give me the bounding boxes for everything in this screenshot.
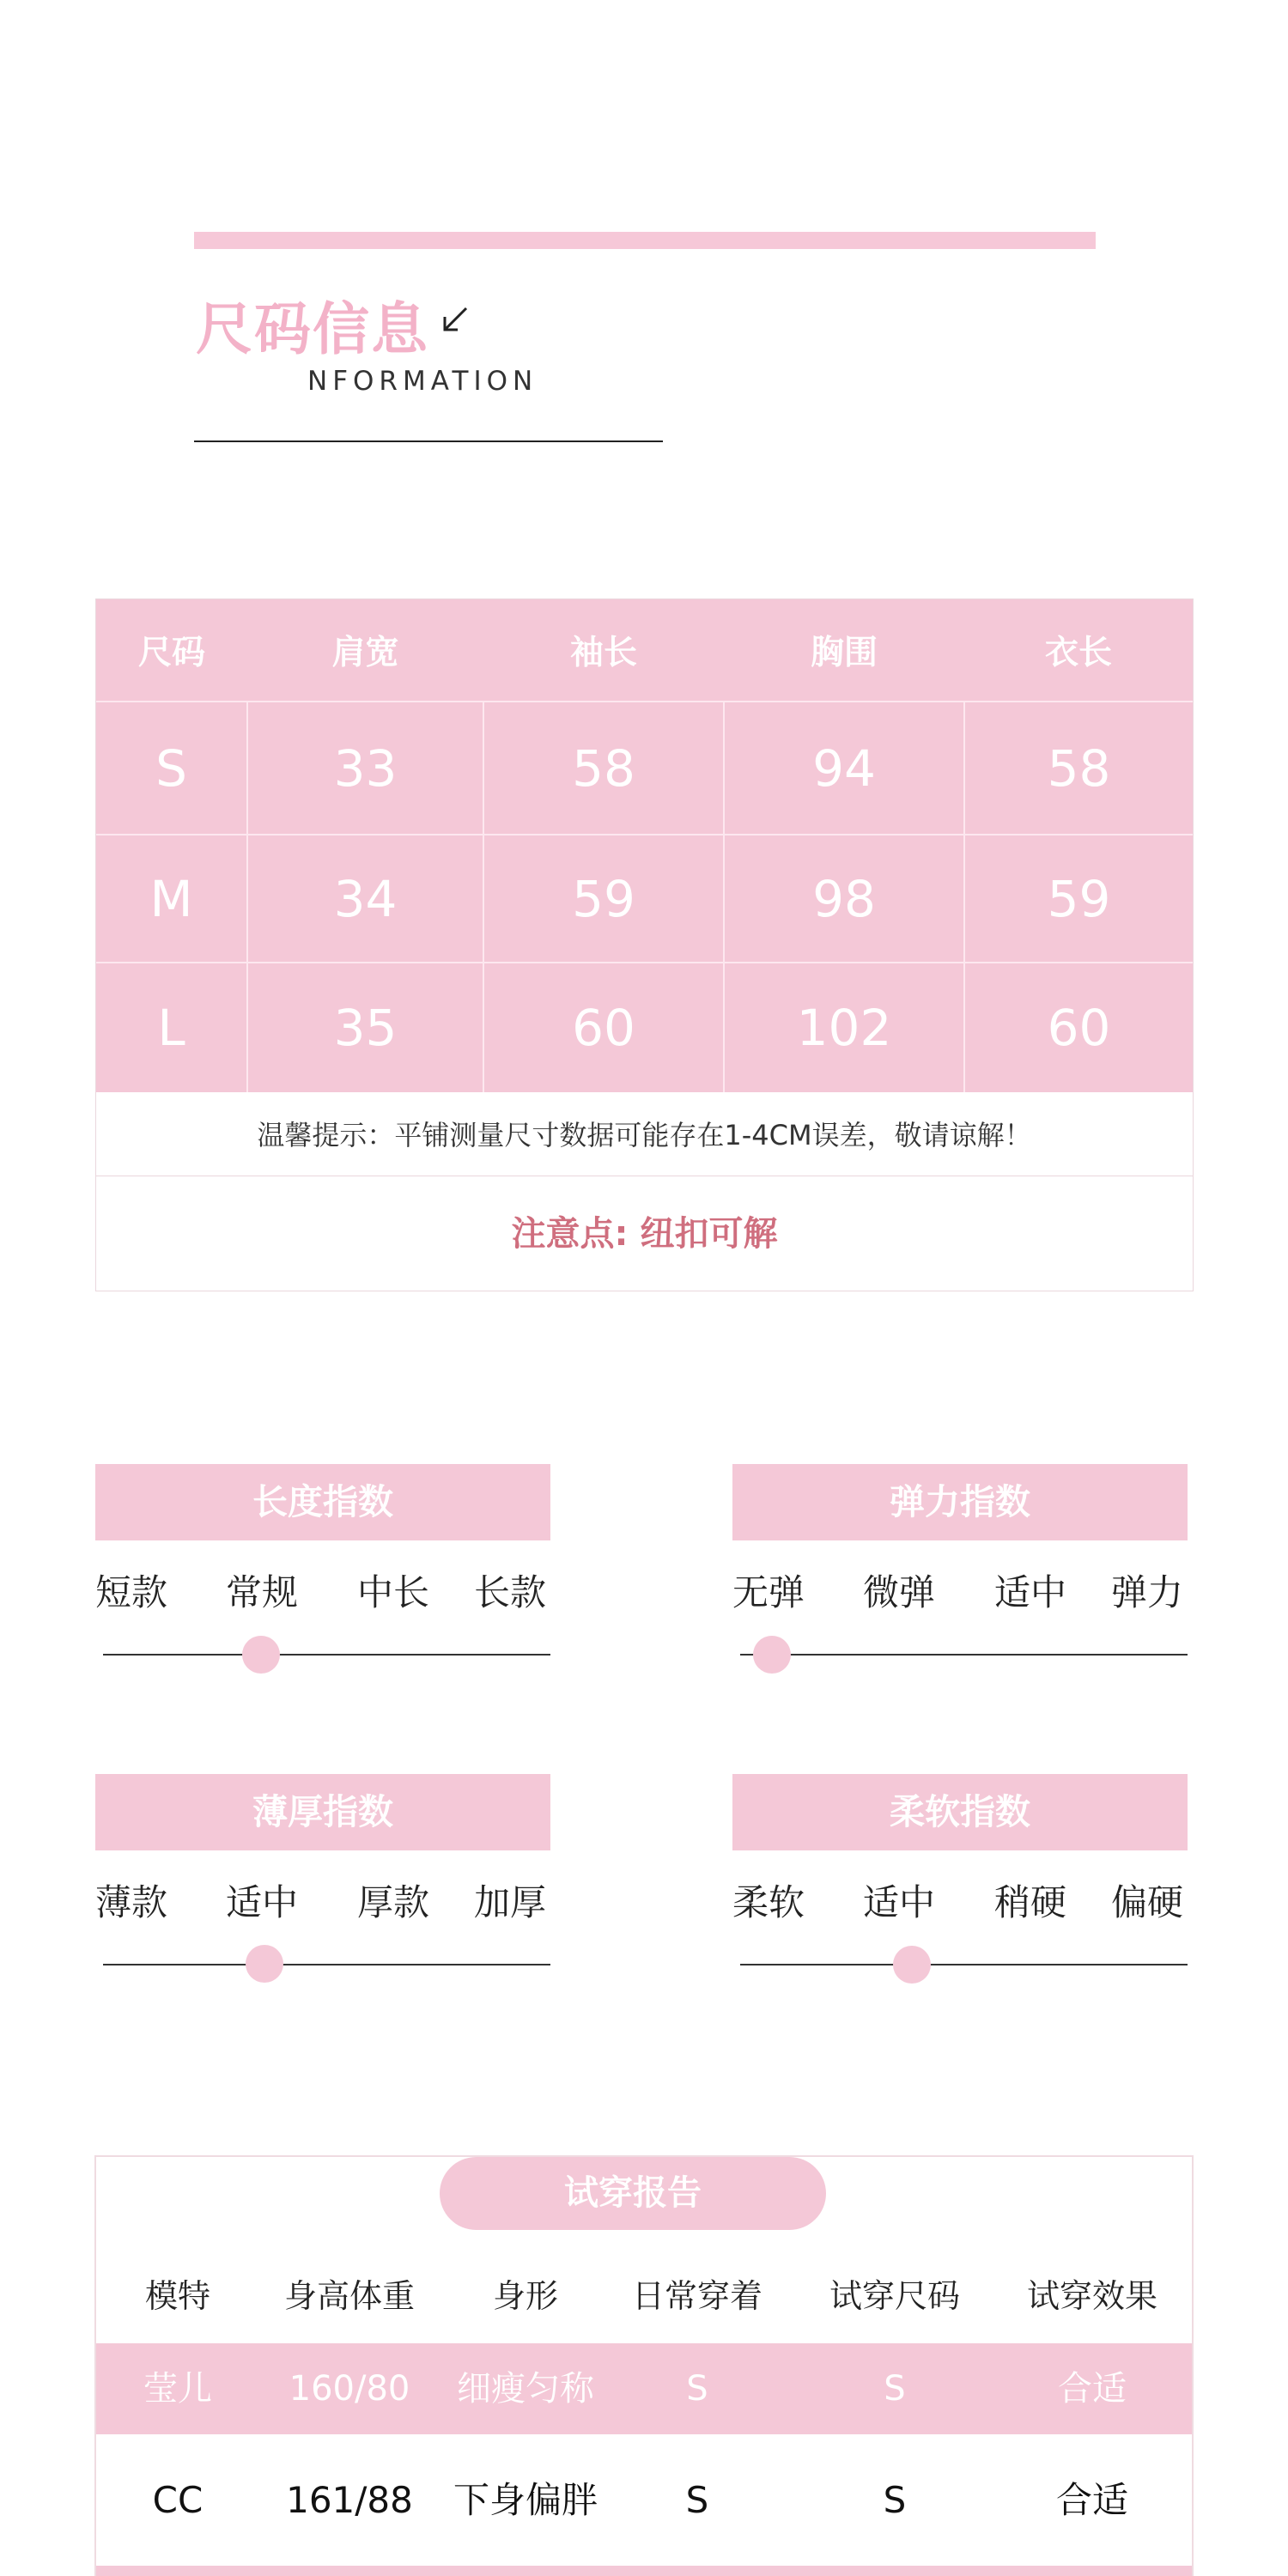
thickness-slider-track xyxy=(103,1964,550,1965)
thickness-option: 加厚 xyxy=(474,1881,547,1923)
length-option: 短款 xyxy=(95,1571,168,1613)
table-cell: 35 xyxy=(247,963,483,1092)
table-row xyxy=(96,963,1193,1092)
table-cell: 59 xyxy=(964,835,1193,963)
report-title: 试穿报告 xyxy=(440,2157,826,2230)
measurement-tip: 温馨提示：平铺测量尺寸数据可能存在1-4CM误差，敬请谅解！ xyxy=(96,1094,1193,1176)
table-cell: L xyxy=(96,963,247,1092)
length-option: 长款 xyxy=(474,1571,547,1613)
attention-note: 注意点: 纽扣可解 xyxy=(511,1214,778,1254)
try-on-report xyxy=(94,2155,1194,2576)
col-header-length: 衣长 xyxy=(964,599,1193,702)
thickness-option: 厚款 xyxy=(357,1881,430,1923)
report-col-try-size: 试穿尺码 xyxy=(829,2277,960,2315)
table-row xyxy=(96,2343,1192,2434)
table-cell: CC xyxy=(152,2479,204,2521)
table-cell: S xyxy=(883,2479,907,2521)
section-subtitle: NFORMATION xyxy=(307,366,538,397)
elasticity-index xyxy=(732,1464,1188,1613)
col-header-bust: 胸围 xyxy=(724,599,964,702)
table-cell: S xyxy=(884,2369,906,2409)
col-header-sleeve: 袖长 xyxy=(483,599,724,702)
softness-option: 偏硬 xyxy=(1111,1881,1184,1923)
softness-option: 适中 xyxy=(863,1881,936,1923)
size-table xyxy=(96,599,1193,1092)
softness-index xyxy=(732,1774,1188,1923)
table-cell: 60 xyxy=(483,963,724,1092)
table-cell: 94 xyxy=(724,702,964,835)
table-cell: 莹儿 xyxy=(143,2369,212,2409)
report-header-row xyxy=(96,2249,1192,2343)
table-cell: 161/88 xyxy=(286,2479,413,2521)
table-cell: 58 xyxy=(483,702,724,835)
table-cell: 细瘦匀称 xyxy=(457,2369,594,2409)
elasticity-slider-marker xyxy=(753,1636,791,1674)
table-cell: 34 xyxy=(247,835,483,963)
thickness-slider-marker xyxy=(246,1945,283,1983)
table-cell: 下身偏胖 xyxy=(453,2479,598,2521)
header-underline xyxy=(194,440,663,442)
thickness-index xyxy=(95,1774,550,1923)
length-option: 常规 xyxy=(226,1571,299,1613)
table-cell: S xyxy=(686,2369,708,2409)
elasticity-option: 无弹 xyxy=(732,1571,805,1613)
table-cell: 合适 xyxy=(1058,2369,1127,2409)
table-cell: 160/80 xyxy=(289,2369,410,2409)
header-top-bar xyxy=(194,232,1096,249)
elasticity-option: 适中 xyxy=(994,1571,1067,1613)
softness-index-title: 柔软指数 xyxy=(732,1774,1188,1850)
elasticity-index-title: 弹力指数 xyxy=(732,1464,1188,1540)
thickness-index-title: 薄厚指数 xyxy=(95,1774,550,1850)
size-chart xyxy=(95,598,1194,1291)
report-col-daily-size: 日常穿着 xyxy=(631,2277,762,2315)
elasticity-option: 弹力 xyxy=(1111,1571,1184,1613)
report-col-body-shape: 身形 xyxy=(492,2277,558,2315)
length-slider-track xyxy=(103,1654,550,1656)
table-cell: 58 xyxy=(964,702,1193,835)
softness-slider-track xyxy=(740,1964,1188,1965)
table-cell: 33 xyxy=(247,702,483,835)
length-index-title: 长度指数 xyxy=(95,1464,550,1540)
length-slider-marker xyxy=(242,1636,280,1674)
report-col-height-weight: 身高体重 xyxy=(283,2277,415,2315)
thickness-option: 薄款 xyxy=(95,1881,168,1923)
col-header-shoulder: 肩宽 xyxy=(247,599,483,702)
softness-slider-marker xyxy=(893,1946,931,1984)
size-table-header xyxy=(96,599,1193,702)
table-row xyxy=(96,835,1193,963)
length-option: 中长 xyxy=(357,1571,430,1613)
table-cell: 98 xyxy=(724,835,964,963)
table-cell: 60 xyxy=(964,963,1193,1092)
table-cell: 59 xyxy=(483,835,724,963)
report-col-fit-result: 试穿效果 xyxy=(1026,2277,1157,2315)
col-header-size: 尺码 xyxy=(96,599,247,702)
arrow-down-left-icon xyxy=(440,305,470,334)
length-index xyxy=(95,1464,550,1613)
table-row xyxy=(96,702,1193,835)
thickness-option: 适中 xyxy=(226,1881,299,1923)
report-next-row-edge xyxy=(96,2566,1192,2576)
table-cell: 合适 xyxy=(1055,2479,1128,2521)
report-col-model: 模特 xyxy=(144,2277,210,2315)
table-cell: 102 xyxy=(724,963,964,1092)
elasticity-option: 微弹 xyxy=(863,1571,936,1613)
section-title: 尺码信息 xyxy=(196,296,429,362)
softness-option: 稍硬 xyxy=(994,1881,1067,1923)
softness-option: 柔软 xyxy=(732,1881,805,1923)
table-row xyxy=(96,2434,1192,2566)
elasticity-slider-track xyxy=(740,1654,1188,1656)
table-cell: S xyxy=(685,2479,709,2521)
table-cell: M xyxy=(96,835,247,963)
table-cell: S xyxy=(96,702,247,835)
